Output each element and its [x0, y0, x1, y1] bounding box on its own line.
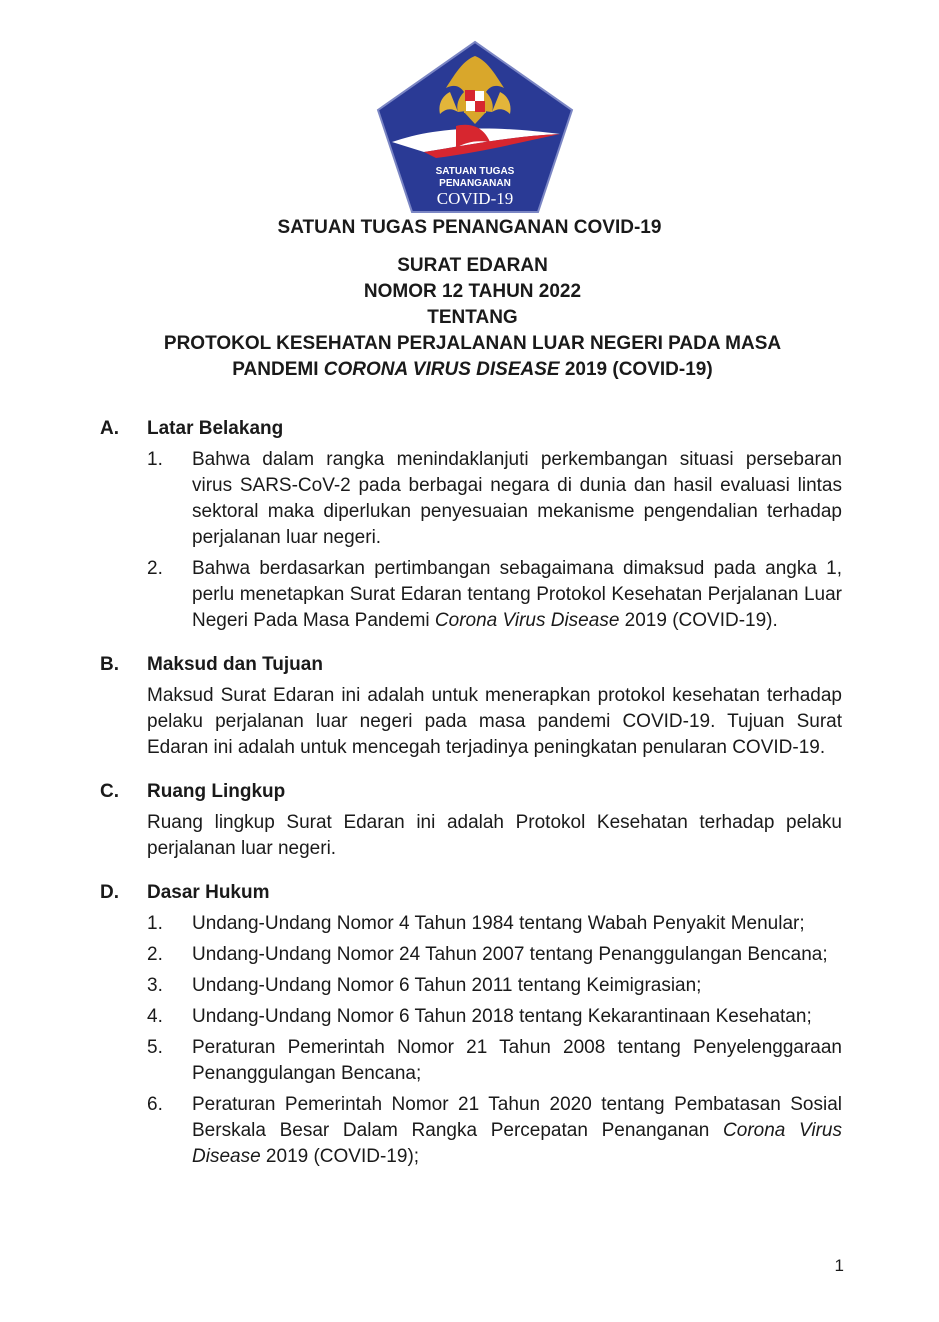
heading-line-5: PANDEMI CORONA VIRUS DISEASE 2019 (COVID-19): [232, 359, 713, 380]
list-item: 5. Peraturan Pemerintah Nomor 21 Tahun 2008 tentang Penyelenggaraan Penanggulangan Bencana;: [147, 1037, 842, 1084]
section-letter: D.: [100, 882, 119, 903]
garuda-shield-icon: [372, 38, 578, 216]
task-force-logo: [372, 38, 578, 216]
section-title: Dasar Hukum: [147, 882, 270, 903]
section-c-paragraph: Ruang lingkup Surat Edaran ini adalah Protokol Kesehatan terhadap pelaku perjalanan luar negeri.: [147, 812, 842, 859]
document-body: [100, 416, 842, 1170]
logo-text-line2: PENANGANAN: [439, 178, 511, 189]
document-heading: [100, 253, 845, 383]
section-title: Latar Belakang: [147, 418, 284, 439]
section-d-heading: [100, 880, 842, 906]
section-letter: C.: [100, 781, 119, 802]
heading-line-2: NOMOR 12 TAHUN 2022: [363, 281, 582, 302]
section-b-heading: [100, 652, 842, 678]
logo-text-line1: SATUAN TUGAS: [435, 166, 515, 177]
section-c-heading: [100, 779, 842, 805]
list-item: 1. Bahwa dalam rangka menindaklanjuti perkembangan situasi persebaran virus SARS-CoV-2 pada berbagai negara di dunia dan hasil evaluasi lintas sektoral maka diperlukan penyesuaian mekanisme pengendalian terhadap perjalanan luar negeri.: [147, 449, 842, 548]
heading-line-4: PROTOKOL KESEHATAN PERJALANAN LUAR NEGERI PADA MASA: [163, 333, 782, 354]
heading-line-3: TENTANG: [427, 307, 518, 328]
list-item: 3. Undang-Undang Nomor 6 Tahun 2011 tentang Keimigrasian;: [147, 975, 702, 996]
page-number: 1: [834, 1256, 844, 1275]
list-item: 6. Peraturan Pemerintah Nomor 21 Tahun 2020 tentang Pembatasan Sosial Berskala Besar Dalam Rangka Percepatan Penanganan Corona Virus Disease 2019 (COVID-19);: [147, 1094, 842, 1167]
section-a-list: [147, 447, 842, 634]
list-item: 2. Undang-Undang Nomor 24 Tahun 2007 tentang Penanggulangan Bencana;: [147, 944, 828, 965]
section-b-paragraph: Maksud Surat Edaran ini adalah untuk menerapkan protokol kesehatan terhadap pelaku perjalanan luar negeri pada masa pandemi COVID-19. Tujuan Surat Edaran ini adalah untuk mencegah terjadinya peningkatan penularan COVID-19.: [147, 685, 842, 758]
logo-text-line3: COVID-19: [436, 189, 514, 208]
section-a-heading: [100, 416, 842, 442]
section-title: Maksud dan Tujuan: [147, 654, 323, 675]
section-title: Ruang Lingkup: [147, 781, 286, 802]
section-letter: B.: [100, 654, 119, 675]
list-item: 1. Undang-Undang Nomor 4 Tahun 1984 tentang Wabah Penyakit Menular;: [147, 913, 805, 934]
section-letter: A.: [100, 418, 119, 439]
list-item: 4. Undang-Undang Nomor 6 Tahun 2018 tentang Kekarantinaan Kesehatan;: [147, 1006, 812, 1027]
organization-title: SATUAN TUGAS PENANGANAN COVID-19: [277, 217, 662, 238]
section-d-list: [147, 911, 842, 1170]
heading-line-1: SURAT EDARAN: [397, 255, 548, 276]
list-item: 2. Bahwa berdasarkan pertimbangan sebagaimana dimaksud pada angka 1, perlu menetapkan Surat Edaran tentang Protokol Kesehatan Perjalanan Luar Negeri Pada Masa Pandemi Corona Virus Disease 2019 (COVID-19).: [147, 558, 842, 631]
